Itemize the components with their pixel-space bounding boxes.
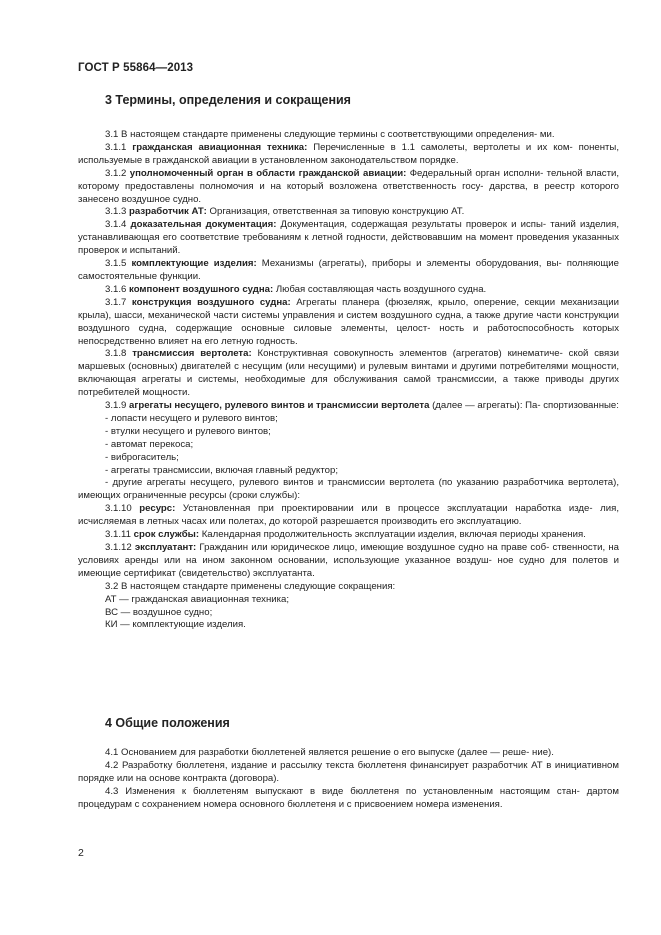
term-number: 3.1.9 [105, 400, 130, 412]
section-4-body [78, 747, 619, 812]
term-name: компонент воздушного судна: [129, 283, 274, 295]
paragraph-3-1: 3.1 В настоящем стандарте применены следующие термины с соответствующими определения- ми. [105, 129, 555, 140]
abbreviation-item: КИ — комплектующие изделия. [105, 619, 246, 631]
term-definition: Федеральный орган исполни- тельной власти, которому предоставлены полномочия и на который возложена ответственность госу- дарства, в реестр которого занесено воздушное судно. [78, 167, 619, 205]
term-3-1-1 [78, 142, 619, 168]
term-3-1-11 [78, 529, 619, 542]
list-item: - агрегаты трансмиссии, включая главный редуктор; [105, 464, 338, 476]
list-item: - другие агрегаты несущего, рулевого винтов и трансмиссии вертолета (по указанию разработчика вертолета), имеющих ограниченные ресурсы (сроки службы): [78, 477, 619, 502]
page-number: 2 [78, 847, 84, 859]
term-3-1-4 [78, 219, 619, 258]
term-3-1-8 [78, 348, 619, 400]
term-definition: Календарная продолжительность эксплуатации изделия, включая периоды хранения. [199, 529, 586, 541]
term-3-1-7 [78, 297, 619, 349]
term-name: гражданская авиационная техника: [132, 141, 308, 153]
paragraph-4-2: 4.2 Разработку бюллетеня, издание и рассылку текста бюллетеня финансирует разработчик АТ в инициативном порядке или на основе контракта (договора). [78, 759, 619, 784]
term-number: 3.1.12 [105, 542, 135, 553]
abbreviation-item: АТ — гражданская авиационная техника; [105, 593, 290, 605]
term-name: конструкция воздушного судна: [131, 296, 291, 308]
list-item: - втулки несущего и рулевого винтов; [105, 425, 271, 437]
list-item: - лопасти несущего и рулевого винтов; [105, 412, 278, 424]
term-definition: (далее — агрегаты): Па- спортизованные: [429, 400, 619, 412]
term-3-1-10 [78, 503, 619, 529]
term-definition: Механизмы (агрегаты), приборы и элементы оборудования, вы- полняющие самостоятельные функции. [78, 258, 619, 282]
paragraph-4-3: 4.3 Изменения к бюллетеням выпускают в виде бюллетеня по установленным настоящим стан- дартом процедурам с сохранением номера основного бюллетеня и с присвоением номера изменения. [78, 785, 619, 810]
term-name: разработчик АТ: [129, 206, 207, 218]
term-3-1-9 [78, 400, 619, 413]
paragraph-4-1: 4.1 Основанием для разработки бюллетеней является решение о его выпуске (далее — реше- ние). [105, 747, 554, 758]
term-number: 3.1.4 [105, 219, 131, 231]
term-3-1-6 [78, 284, 619, 297]
list-item: - автомат перекоса; [105, 438, 194, 450]
term-definition: Конструктивная совокупность элементов (агрегатов) кинематиче- ской связи маршевых (основных) двигателей с несущим (или несущими) и рулевым винтами и другими потребителями мощности, включающая агрегаты и системы, необходимые для обслуживания самой трансмиссии, а также приводы других потребителей мощности. [78, 348, 619, 399]
term-number: 3.1.1 [105, 141, 133, 153]
term-number: 3.1.10 [105, 503, 140, 515]
term-name: комплектующие изделия: [131, 258, 257, 270]
term-name: срок службы: [133, 529, 200, 541]
term-definition: Организация, ответственная за типовую конструкцию АТ. [206, 206, 465, 218]
term-3-1-2 [78, 168, 619, 207]
term-name: уполномоченный орган в области гражданской авиации: [129, 167, 407, 179]
term-number: 3.1.8 [105, 348, 133, 360]
term-definition: Установленная при проектировании или в процессе эксплуатации наработка изде- лия, исчисляемая в летных часах или полетах, до которой разрешается производить его эксплуатацию. [78, 503, 619, 528]
term-name: ресурс: [139, 503, 176, 515]
section-3-body [78, 129, 619, 632]
standard-code: ГОСТ Р 55864—2013 [78, 62, 194, 74]
paragraph-3-2: 3.2 В настоящем стандарте применены следующие сокращения: [105, 580, 396, 592]
term-3-1-12 [78, 542, 619, 581]
term-number: 3.1.7 [105, 296, 132, 308]
term-definition: Перечисленные в 1.1 самолеты, вертолеты и их ком- поненты, используемые в гражданской авиации в установленном законодательством порядке. [78, 141, 619, 166]
term-definition: Агрегаты планера (фюзеляж, крыло, оперение, секции механизации крыла), шасси, механической части системы управления и систем воздушного судна, а также другие части конструкции воздушного судна, содержащие основные силовые элементы, целост- ность и работоспособность которых непосредственно влияет на его летную годность. [78, 296, 619, 347]
term-name: агрегаты несущего, рулевого винтов и трансмиссии вертолета [129, 400, 430, 412]
term-name: трансмиссия вертолета: [132, 348, 252, 360]
list-item: - виброгаситель; [105, 451, 179, 463]
section-3-title: 3 Термины, определения и сокращения [105, 93, 351, 107]
term-number: 3.1.2 [105, 167, 130, 179]
term-definition: Документация, содержащая результаты проверок и испы- таний изделия, устанавливающая его соответствие требованиям к летной годности, действовавшим на момент проведения указанных проверок и испытаний. [78, 219, 619, 257]
section-4-title: 4 Общие положения [105, 716, 230, 730]
term-definition: Гражданин или юридическое лицо, имеющие воздушное судно на праве соб- ственности, на условиях аренды или на ином законном основании, использующие указанное воздуш- ное судно для полетов и имеющие сертификат (свидетельство) эксплуатанта. [78, 542, 619, 579]
term-name: эксплуатант: [134, 542, 197, 553]
term-3-1-5 [78, 258, 619, 284]
term-number: 3.1.5 [105, 258, 132, 270]
term-3-1-3 [78, 206, 619, 219]
term-number: 3.1.11 [105, 529, 134, 541]
abbreviation-item: ВС — воздушное судно; [105, 606, 213, 618]
term-number: 3.1.3 [105, 206, 130, 218]
term-definition: Любая составляющая часть воздушного судна. [273, 283, 487, 295]
term-number: 3.1.6 [105, 283, 130, 295]
term-name: доказательная документация: [130, 219, 277, 231]
